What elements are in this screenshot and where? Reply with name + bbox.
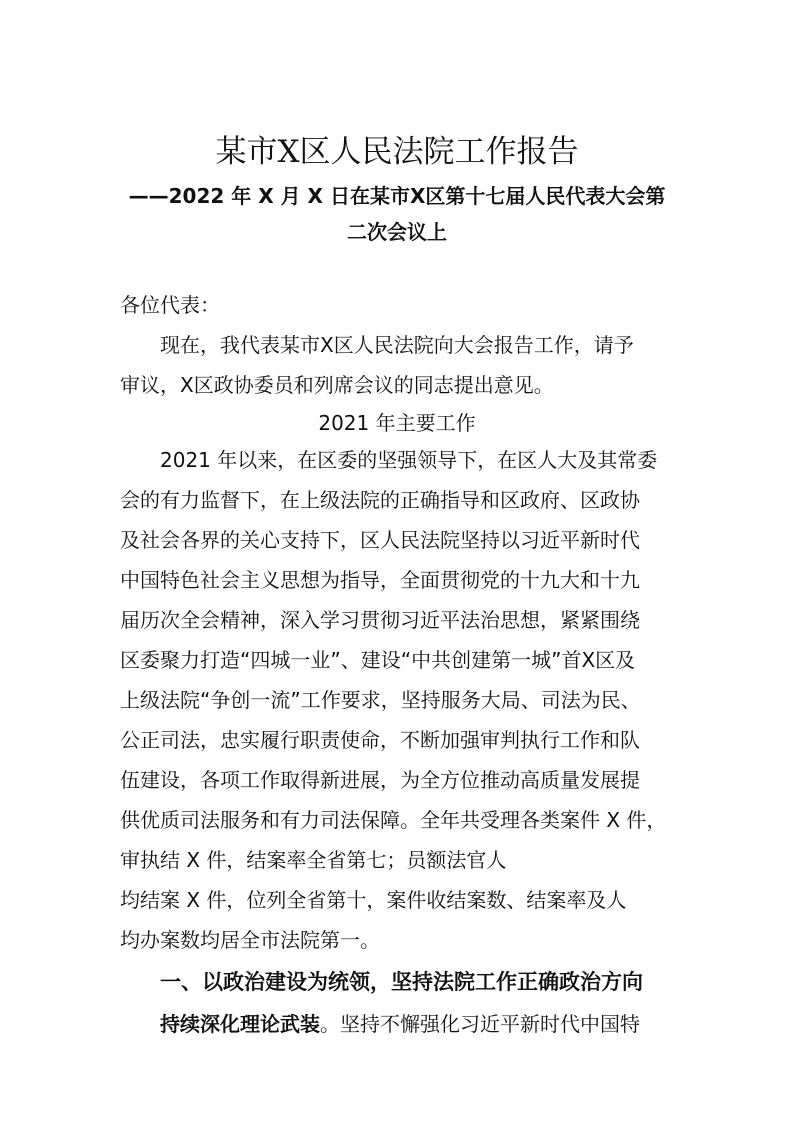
heading-one: 一、以政治建设为统领，坚持法院工作正确政治方向 xyxy=(160,970,643,994)
lead-phrase: 持续深化理论武装 xyxy=(160,1012,320,1036)
lead-phrase-rest: 。坚持不懈强化习近平新时代中国特 xyxy=(320,1012,640,1036)
last-paragraph-line xyxy=(160,1004,680,1044)
paragraph-line: 审执结 X 件，结案率全省第七；员额法官人 xyxy=(120,848,507,872)
paragraph-line: 会的有力监督下，在上级法院的正确指导和区政府、区政协 xyxy=(120,488,640,512)
paragraph-line: 及社会各界的关心支持下，区人民法院坚持以习近平新时代 xyxy=(120,528,640,552)
paragraph-line: 中国特色社会主义思想为指导，全面贯彻党的十九大和十九 xyxy=(120,568,640,592)
paragraph-line: 伍建设，各项工作取得新进展，为全方位推动高质量发展提 xyxy=(120,768,640,792)
paragraph-line: 供优质司法服务和有力司法保障。全年共受理各类案件 X 件， xyxy=(120,808,667,832)
report-subtitle-line-1: ——2022 年 X 月 X 日在某市X区第十七届人民代表大会第 xyxy=(128,184,666,208)
paragraph-line: 公正司法，忠实履行职责使命，不断加强审判执行工作和队 xyxy=(120,728,640,752)
paragraph-line: 区委聚力打造“四城一业”、建设“中共创建第一城”首X区及 xyxy=(120,648,636,672)
paragraph-line: 上级法院“争创一流”工作要求，坚持服务大局、司法为民、 xyxy=(120,688,641,712)
intro-line-1: 现在，我代表某市X区人民法院向大会报告工作，请予 xyxy=(160,333,634,357)
intro-line-2: 审议，X区政协委员和列席会议的同志提出意见。 xyxy=(120,373,554,397)
paragraph-line: 均办案数均居全市法院第一。 xyxy=(120,928,380,952)
report-title: 某市X区人民法院工作报告 xyxy=(215,134,579,170)
paragraph-line: 届历次全会精神，深入学习贯彻习近平法治思想，紧紧围绕 xyxy=(120,608,640,632)
paragraph-line: 2021 年以来，在区委的坚强领导下，在区人大及其常委 xyxy=(160,448,658,472)
report-subtitle-line-2: 二次会议上 xyxy=(347,220,447,244)
paragraph-line: 均结案 X 件，位列全省第十，案件收结案数、结案率及人 xyxy=(120,888,627,912)
salutation: 各位代表： xyxy=(120,293,220,317)
section-heading: 2021 年主要工作 xyxy=(318,411,476,435)
